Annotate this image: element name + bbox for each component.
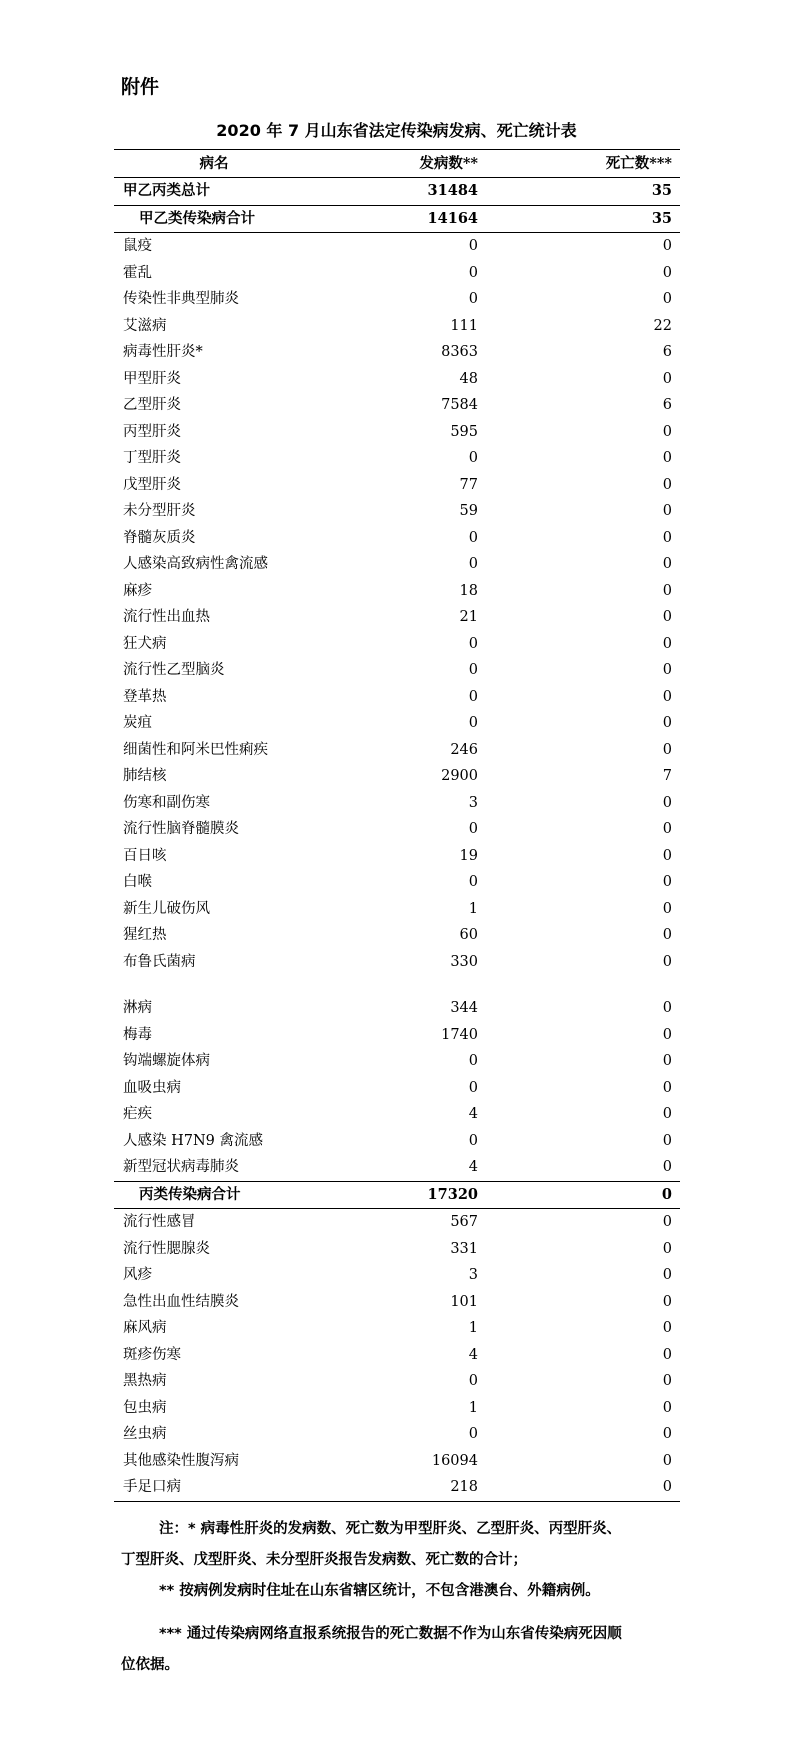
row-name: 病毒性肝炎* [123,344,203,360]
table-row [114,1075,680,1102]
class-c-subtotal-row [114,1181,680,1210]
row-name: 钩端螺旋体病 [123,1053,210,1069]
table-row [114,631,680,658]
row-cases: 4 [468,1106,478,1122]
table-row [114,1236,680,1263]
row-deaths: 0 [662,450,672,466]
row-cases: 59 [459,503,478,519]
row-name: 淋病 [123,1000,152,1016]
table-row [114,604,680,631]
row-deaths: 0 [662,1159,672,1175]
row-name: 登革热 [123,688,167,705]
row-cases: 0 [468,264,478,281]
table-row [114,1022,680,1049]
row-name: 鼠疫 [123,238,152,254]
table-row [114,790,680,817]
row-deaths: 0 [662,635,672,652]
note-1-line-1: 注：* 病毒性肝炎的发病数、死亡数为甲型肝炎、乙型肝炎、丙型肝炎、 [159,1521,622,1537]
row-deaths: 0 [662,503,672,519]
table-row [114,896,680,923]
row-deaths: 0 [662,847,672,864]
table-row [114,995,680,1022]
row-cases: 3 [468,794,478,811]
row-deaths: 0 [662,609,672,625]
row-deaths: 0 [662,1320,672,1336]
row-name: 麻疹 [123,582,152,599]
row-deaths: 0 [662,1267,672,1283]
note-3-line-1: *** 通过传染病网络直报系统报告的死亡数据不作为山东省传染病死因顺 [159,1626,622,1642]
row-cases: 1 [468,900,478,917]
row-cases: 246 [450,741,478,758]
row-cases: 0 [468,1079,478,1096]
row-name: 手足口病 [123,1479,181,1495]
row-deaths: 0 [662,423,672,440]
note-2: ** 按病例发病时住址在山东省辖区统计，不包含港澳台、外籍病例。 [159,1583,600,1599]
row-name: 丙型肝炎 [123,423,181,440]
row-name: 炭疽 [123,715,152,731]
row-cases: 0 [468,662,478,678]
row-cases: 7584 [441,397,478,413]
row-cases: 19 [459,847,478,864]
class-ab-subtotal-row [114,206,680,234]
table-row [114,737,680,764]
row-deaths: 0 [662,688,672,705]
row-deaths: 0 [662,476,672,493]
table-row [114,419,680,446]
row-deaths: 0 [662,1106,672,1122]
row-deaths: 0 [662,662,672,678]
table-row [114,869,680,896]
table-row [114,922,680,949]
row-name: 血吸虫病 [123,1079,181,1096]
row-cases: 2900 [441,768,478,784]
document-title: 2020 年 7 月山东省法定传染病发病、死亡统计表 [216,121,577,140]
table-row [114,1368,680,1395]
row-cases: 0 [468,1426,478,1442]
row-deaths: 0 [662,1293,672,1310]
table-row [114,816,680,843]
row-deaths: 0 [662,1214,672,1230]
row-name: 未分型肝炎 [123,503,196,519]
row-cases: 0 [468,821,478,837]
row-cases: 77 [459,476,478,493]
row-deaths: 22 [653,317,672,334]
row-cases: 331 [450,1240,478,1257]
row-deaths: 0 [662,1426,672,1442]
row-deaths: 0 [662,291,672,307]
row-name: 流行性感冒 [123,1214,196,1230]
row-name: 白喉 [123,874,152,890]
row-deaths: 0 [662,1026,672,1043]
table-header-row [114,149,680,178]
row-name: 斑疹伤寒 [123,1346,181,1363]
row-deaths: 0 [662,741,672,758]
row-deaths: 0 [662,715,672,731]
row-name: 流行性脑脊髓膜炎 [123,821,239,837]
table-row [114,445,680,472]
table-row [114,1048,680,1075]
row-cases: 4 [468,1159,478,1175]
row-name: 丁型肝炎 [123,450,181,466]
table-row [114,1154,680,1181]
row-name: 流行性出血热 [123,609,210,625]
row-cases: 567 [450,1214,478,1230]
row-name: 风疹 [123,1267,152,1283]
footnotes [121,1514,681,1681]
row-deaths: 0 [662,1346,672,1363]
table-row [114,1262,680,1289]
table-row [114,498,680,525]
row-cases: 21 [459,609,478,625]
table-row [114,1128,680,1155]
row-name: 急性出血性结膜炎 [123,1293,239,1310]
header-cases: 发病数** [419,155,478,172]
row-name: 伤寒和副伤寒 [123,794,210,811]
table-row [114,339,680,366]
table-row [114,949,680,976]
row-cases: 4 [468,1346,478,1363]
row-cases: 60 [459,927,478,943]
row-deaths: 7 [662,768,672,784]
row-name: 麻风病 [123,1320,167,1336]
row-deaths: 0 [662,1000,672,1016]
table-row [114,1342,680,1369]
table-row [114,525,680,552]
table-row [114,684,680,711]
table-row [114,260,680,287]
row-cases: 0 [468,1373,478,1389]
row-deaths: 0 [662,529,672,546]
row-deaths: 0 [662,556,672,572]
table-row [114,472,680,499]
row-deaths: 0 [662,1479,672,1495]
row-deaths: 0 [662,927,672,943]
row-name: 甲型肝炎 [123,370,181,387]
row-cases: 1 [468,1399,478,1416]
row-cases: 0 [468,1132,478,1149]
row-deaths: 0 [662,1079,672,1096]
table-row [114,392,680,419]
row-name: 猩红热 [123,927,167,943]
row-cases: 14164 [427,209,478,227]
row-name: 丙类传染病合计 [139,1185,241,1203]
grand-total-row [114,178,680,206]
row-cases: 101 [450,1293,478,1310]
row-deaths: 0 [662,821,672,837]
table-row [114,763,680,790]
row-name: 百日咳 [123,847,167,864]
row-deaths: 0 [662,874,672,890]
row-cases: 17320 [427,1185,478,1203]
row-name: 狂犬病 [123,635,167,652]
row-name: 脊髓灰质炎 [123,529,196,546]
row-deaths: 6 [662,397,672,413]
row-cases: 16094 [431,1452,478,1469]
row-deaths: 0 [662,1240,672,1257]
statistics-table [114,149,680,1502]
table-row [114,286,680,313]
header-disease-name: 病名 [199,155,229,172]
table-row [114,1395,680,1422]
table-row [114,1474,680,1501]
row-name: 甲乙类传染病合计 [139,209,255,227]
row-name: 疟疾 [123,1106,152,1122]
row-name: 人感染高致病性禽流感 [123,556,268,572]
attachment-label: 附件 [121,76,160,98]
table-row [114,1209,680,1236]
row-name: 丝虫病 [123,1426,167,1442]
note-3-line-2: 位依据。 [121,1657,179,1673]
row-deaths: 0 [662,1399,672,1416]
row-deaths: 6 [662,344,672,360]
row-deaths: 0 [662,794,672,811]
row-name: 霍乱 [123,264,152,281]
row-name: 人感染 H7N9 禽流感 [123,1132,264,1149]
row-name: 戊型肝炎 [123,476,181,493]
row-cases: 1740 [441,1026,478,1043]
table-row [114,1289,680,1316]
row-deaths: 0 [662,582,672,599]
row-cases: 1 [468,1320,478,1336]
row-deaths: 0 [662,264,672,281]
row-cases: 8363 [441,344,478,360]
row-name: 梅毒 [123,1026,152,1043]
row-cases: 31484 [427,182,478,199]
row-name: 流行性腮腺炎 [123,1240,210,1257]
row-deaths: 0 [662,900,672,917]
row-name: 流行性乙型脑炎 [123,662,225,678]
row-name: 黑热病 [123,1373,167,1389]
table-row [114,366,680,393]
header-deaths: 死亡数*** [605,155,672,172]
row-cases: 111 [450,317,478,334]
row-name: 肺结核 [123,768,167,784]
row-cases: 0 [468,1053,478,1069]
row-cases: 18 [459,582,478,599]
row-cases: 0 [468,238,478,254]
row-cases: 0 [468,529,478,546]
row-cases: 0 [468,715,478,731]
table-row [114,313,680,340]
row-name: 布鲁氏菌病 [123,953,196,970]
row-cases: 0 [468,291,478,307]
row-name: 新生儿破伤风 [123,900,210,917]
table-row [114,657,680,684]
row-name: 其他感染性腹泻病 [123,1452,239,1469]
table-row [114,1421,680,1448]
row-name: 甲乙丙类总计 [123,182,210,199]
row-cases: 0 [468,556,478,572]
row-deaths: 0 [662,238,672,254]
table-row [114,710,680,737]
row-cases: 344 [450,1000,478,1016]
row-cases: 595 [450,423,478,440]
table-gap [114,975,680,995]
row-cases: 3 [468,1267,478,1283]
table-row [114,233,680,260]
table-row [114,1101,680,1128]
row-name: 传染性非典型肺炎 [123,291,239,307]
row-name: 乙型肝炎 [123,397,181,413]
row-cases: 330 [450,953,478,970]
row-deaths: 0 [662,370,672,387]
class-ab-rows-a [114,233,680,975]
row-cases: 48 [459,370,478,387]
row-cases: 0 [468,874,478,890]
row-deaths: 0 [662,1132,672,1149]
table-row [114,551,680,578]
row-cases: 0 [468,688,478,705]
row-name: 艾滋病 [123,317,167,334]
row-deaths: 0 [661,1185,672,1203]
row-cases: 0 [468,635,478,652]
table-bottom-rule [114,1501,680,1502]
row-deaths: 0 [662,1452,672,1469]
row-name: 新型冠状病毒肺炎 [123,1159,239,1175]
row-cases: 218 [450,1479,478,1495]
table-row [114,578,680,605]
table-row [114,1315,680,1342]
table-row [114,1448,680,1475]
class-ab-rows-b [114,995,680,1181]
row-deaths: 0 [662,953,672,970]
row-deaths: 35 [651,209,672,227]
table-row [114,843,680,870]
row-name: 细菌性和阿米巴性痢疾 [123,741,268,758]
row-cases: 0 [468,450,478,466]
row-deaths: 35 [651,182,672,199]
row-deaths: 0 [662,1053,672,1069]
note-1-line-2: 丁型肝炎、戊型肝炎、未分型肝炎报告发病数、死亡数的合计； [121,1552,527,1568]
row-deaths: 0 [662,1373,672,1389]
row-name: 包虫病 [123,1399,167,1416]
class-c-rows [114,1209,680,1501]
